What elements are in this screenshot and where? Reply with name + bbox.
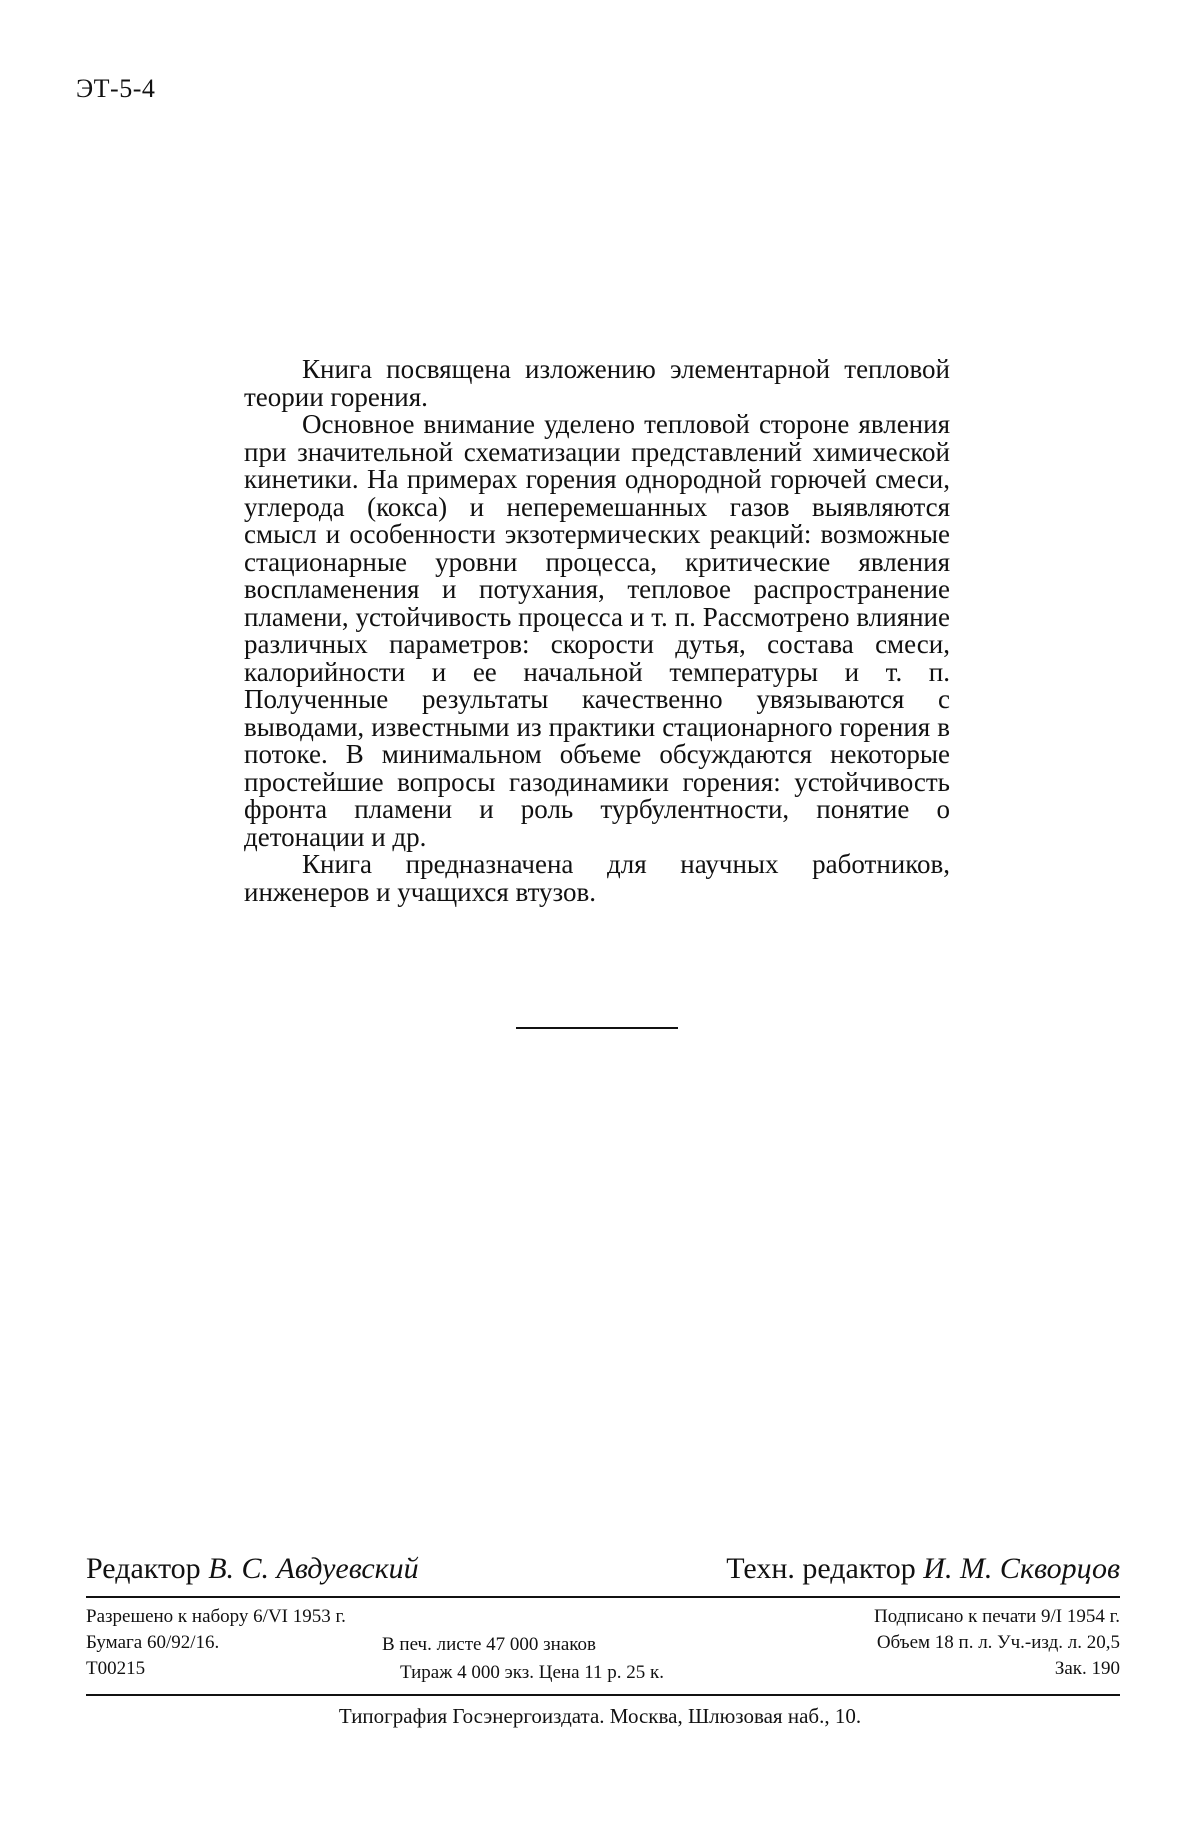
- abstract-paragraph: Основное внимание уделено тепловой стороне явления при значительной схематизации представлений химической кинетики. На примерах горения однородной горючей смеси, углерода (кокса) и неперемешанных газов выявляются смысл и особенности экзотермических реакций: возможные стационарные уровни процесса, критические явления воспламенения и потухания, тепловое распространение пламени, устойчивость процесса и т. п. Рассмотрено влияние различных параметров: скорости дутья, состава смеси, калорийности и ее начальной температуры и т. п. Полученные результаты качественно увязываются с выводами, известными из практики стационарного горения в потоке. В минимальном объеме обсуждаются некоторые простейшие вопросы газодинамики горения: устойчивость фронта пламени и роль турбулентности, понятие о детонации и др.: [244, 409, 950, 852]
- imprint-top-rule: [86, 1596, 1120, 1598]
- tech-editor-credit: [726, 1552, 1120, 1586]
- permitted-date: Разрешено к набору 6/VI 1953 г.: [86, 1606, 346, 1627]
- paper-format: Бумага 60/92/16.: [86, 1632, 220, 1653]
- abstract-paragraph: Книга предназначена для научных работников, инженеров и учащихся втузов.: [244, 849, 950, 907]
- tech-editor-name: И. М. Скворцов: [923, 1552, 1120, 1585]
- registration-code: Т00215: [86, 1658, 146, 1679]
- chars-per-sheet: В печ. листе 47 000 знаков: [382, 1634, 597, 1655]
- tech-editor-label: Техн. редактор: [726, 1552, 916, 1585]
- print-run-price: Тираж 4 000 экз. Цена 11 р. 25 к.: [400, 1662, 665, 1683]
- editor-name: В. С. Авдуевский: [208, 1552, 419, 1585]
- editor-credit: [86, 1552, 419, 1586]
- abstract-paragraph: Книга посвящена изложению элементарной тепловой теории горения.: [244, 354, 950, 412]
- catalog-code: ЭТ-5-4: [76, 74, 156, 103]
- abstract: [244, 356, 950, 906]
- imprint-block: [86, 1600, 1120, 1692]
- printer-line: Типография Госэнергоиздата. Москва, Шлюзовая наб., 10.: [338, 1704, 862, 1728]
- order-number: Зак. 190: [1054, 1658, 1120, 1679]
- imprint-bottom-rule: [86, 1694, 1120, 1696]
- signed-date: Подписано к печати 9/I 1954 г.: [873, 1606, 1120, 1627]
- editor-label: Редактор: [86, 1552, 201, 1585]
- volume: Объем 18 п. л. Уч.-изд. л. 20,5: [876, 1632, 1120, 1653]
- credits-line: [86, 1552, 1120, 1588]
- separator-rule: [516, 1027, 678, 1029]
